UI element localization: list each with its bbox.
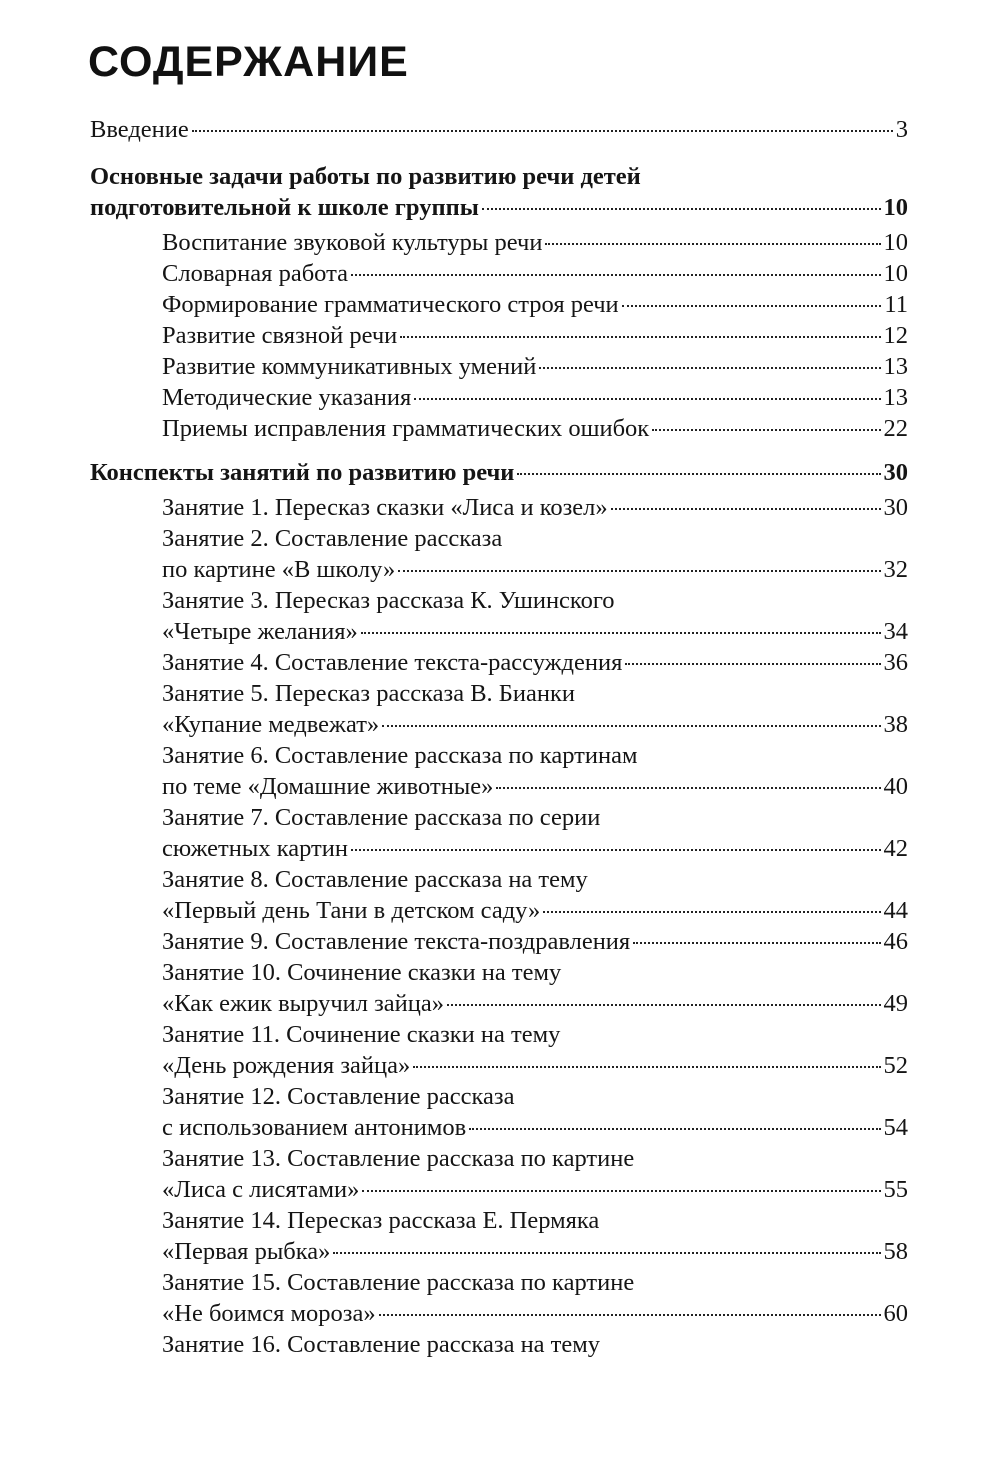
toc-entry-lesson[interactable] xyxy=(162,647,908,678)
toc-entry-lesson[interactable] xyxy=(162,678,908,740)
page-number: 55 xyxy=(883,1176,908,1203)
dot-leader xyxy=(517,473,880,475)
dot-leader xyxy=(192,130,893,132)
section-2-lessons xyxy=(90,492,908,1360)
entry-title-line1: Занятие 3. Пересказ рассказа К. Ушинского xyxy=(162,587,615,614)
dot-leader xyxy=(539,367,880,369)
dot-leader xyxy=(482,208,881,210)
page-number: 10 xyxy=(883,229,908,256)
entry-title: Приемы исправления грамматических ошибок xyxy=(162,415,650,442)
page-number: 30 xyxy=(883,459,908,486)
dot-leader xyxy=(543,911,880,913)
section-title-line1[interactable]: Основные задачи работы по развитию речи детей xyxy=(90,163,641,190)
dot-leader xyxy=(379,1314,881,1316)
toc-entry-lesson[interactable] xyxy=(162,492,908,523)
toc-section-2[interactable] xyxy=(90,457,908,488)
dot-leader xyxy=(625,663,880,665)
toc-entry-lesson[interactable] xyxy=(162,523,908,585)
entry-title-line2: по картине «В школу» xyxy=(162,556,396,583)
page-number: 13 xyxy=(883,353,908,380)
entry-title-line2-row xyxy=(162,554,908,585)
entry-title: Занятие 4. Составление текста-рассуждения xyxy=(162,649,623,676)
toc-entry[interactable] xyxy=(162,351,908,382)
entry-title-line2-row xyxy=(162,1112,908,1143)
entry-title-line1: Занятие 13. Составление рассказа по картине xyxy=(162,1145,635,1172)
dot-leader xyxy=(622,305,882,307)
dot-leader xyxy=(414,398,880,400)
entry-title-line2: с использованием антонимов xyxy=(162,1114,467,1141)
dot-leader xyxy=(400,336,880,338)
entry-title: Методические указания xyxy=(162,384,412,411)
toc-entry[interactable] xyxy=(162,227,908,258)
dot-leader xyxy=(362,1190,880,1192)
toc-entry-lesson[interactable] xyxy=(162,1143,908,1205)
entry-title-line1: Занятие 11. Сочинение сказки на тему xyxy=(162,1021,561,1048)
entry-title-line2: по теме «Домашние животные» xyxy=(162,773,494,800)
dot-leader xyxy=(633,942,880,944)
entry-title-line1: Занятие 7. Составление рассказа по серии xyxy=(162,804,601,831)
page-number: 42 xyxy=(883,835,908,862)
entry-title-line1: Занятие 8. Составление рассказа на тему xyxy=(162,866,588,893)
toc-entry[interactable] xyxy=(162,289,908,320)
entry-title-line2-row xyxy=(162,988,908,1019)
page-number: 52 xyxy=(883,1052,908,1079)
entry-title: Конспекты занятий по развитию речи xyxy=(90,459,515,486)
page-number: 36 xyxy=(883,649,908,676)
entry-title: подготовительной к школе группы xyxy=(90,194,479,221)
page-number: 38 xyxy=(883,711,908,738)
toc-entry-lesson[interactable] xyxy=(162,1019,908,1081)
entry-title: Занятие 1. Пересказ сказки «Лиса и козел» xyxy=(162,494,608,521)
page-number: 49 xyxy=(883,990,908,1017)
entry-title-line1: Занятие 16. Составление рассказа на тему xyxy=(162,1331,601,1358)
entry-title-line1: Занятие 12. Составление рассказа xyxy=(162,1083,515,1110)
dot-leader xyxy=(361,632,881,634)
dot-leader xyxy=(496,787,880,789)
dot-leader xyxy=(351,849,881,851)
entry-title-line2-row xyxy=(162,1298,908,1329)
toc-entry-lesson[interactable] xyxy=(162,957,908,1019)
entry-title-line2-row xyxy=(162,895,908,926)
toc-entry-lesson[interactable] xyxy=(162,1329,908,1360)
toc-entry-lesson[interactable] xyxy=(162,802,908,864)
page-number: 13 xyxy=(883,384,908,411)
page-title: СОДЕРЖАНИЕ xyxy=(88,38,409,86)
entry-title: Воспитание звуковой культуры речи xyxy=(162,229,543,256)
entry-title-line2: «Лиса с лисятами» xyxy=(162,1176,360,1203)
entry-title: Развитие связной речи xyxy=(162,322,398,349)
page-number: 54 xyxy=(883,1114,908,1141)
dot-leader xyxy=(398,570,880,572)
entry-title-line2: «Четыре желания» xyxy=(162,618,358,645)
page-number: 3 xyxy=(895,116,908,143)
entry-title-line1: Занятие 14. Пересказ рассказа Е. Пермяка xyxy=(162,1207,600,1234)
dot-leader xyxy=(413,1066,880,1068)
page-number: 12 xyxy=(883,322,908,349)
dot-leader xyxy=(545,243,880,245)
page-number: 34 xyxy=(883,618,908,645)
entry-title-line2-row xyxy=(162,1050,908,1081)
entry-title-line2: «Как ежик выручил зайца» xyxy=(162,990,445,1017)
toc-entry-lesson[interactable] xyxy=(162,1205,908,1267)
toc-entry-lesson[interactable] xyxy=(162,740,908,802)
page-number: 30 xyxy=(883,494,908,521)
toc-entry-intro[interactable] xyxy=(90,114,908,145)
toc-entry[interactable] xyxy=(162,320,908,351)
entry-title-line2-row xyxy=(162,709,908,740)
entry-title-line1: Занятие 6. Составление рассказа по картинам xyxy=(162,742,638,769)
toc-entry[interactable] xyxy=(162,258,908,289)
entry-title-line2-row xyxy=(162,1236,908,1267)
page-number: 10 xyxy=(883,260,908,287)
dot-leader xyxy=(469,1128,880,1130)
dot-leader xyxy=(382,725,880,727)
dot-leader xyxy=(652,429,880,431)
entry-title-line2: сюжетных картин xyxy=(162,835,348,862)
entry-title-line1: Занятие 2. Составление рассказа xyxy=(162,525,503,552)
page-number: 58 xyxy=(883,1238,908,1265)
entry-title: Развитие коммуникативных умений xyxy=(162,353,537,380)
page-number: 32 xyxy=(883,556,908,583)
entry-title: Словарная работа xyxy=(162,260,348,287)
section-title-line2[interactable] xyxy=(90,192,908,223)
page-number: 10 xyxy=(883,194,908,221)
section-1-items xyxy=(90,227,908,444)
page-number: 11 xyxy=(884,291,908,318)
page-number: 22 xyxy=(883,415,908,442)
entry-title-line2-row xyxy=(162,1174,908,1205)
entry-title-line2-row xyxy=(162,771,908,802)
toc-entry-lesson[interactable] xyxy=(162,926,908,957)
entry-title: Занятие 9. Составление текста-поздравления xyxy=(162,928,631,955)
page-number: 60 xyxy=(883,1300,908,1327)
toc-entry-lesson[interactable] xyxy=(162,864,908,926)
entry-title-line1: Занятие 15. Составление рассказа по картине xyxy=(162,1269,635,1296)
table-of-contents xyxy=(90,114,908,1360)
entry-title-line2: «Первый день Тани в детском саду» xyxy=(162,897,541,924)
entry-title-line2-row xyxy=(162,616,908,647)
toc-section-1 xyxy=(90,161,908,223)
entry-title-line2: «День рождения зайца» xyxy=(162,1052,411,1079)
entry-title: Формирование грамматического строя речи xyxy=(162,291,619,318)
dot-leader xyxy=(351,274,881,276)
entry-title-line2: «Купание медвежат» xyxy=(162,711,380,738)
toc-entry-lesson[interactable] xyxy=(162,1081,908,1143)
dot-leader xyxy=(333,1252,880,1254)
entry-title-line2-row xyxy=(162,833,908,864)
toc-entry-lesson[interactable] xyxy=(162,1267,908,1329)
page-number: 40 xyxy=(883,773,908,800)
entry-title-line1: Занятие 5. Пересказ рассказа В. Бианки xyxy=(162,680,575,707)
dot-leader xyxy=(611,508,881,510)
entry-title-line1: Занятие 10. Сочинение сказки на тему xyxy=(162,959,562,986)
entry-title-line2: «Не боимся мороза» xyxy=(162,1300,376,1327)
toc-entry[interactable] xyxy=(162,413,908,444)
page-number: 46 xyxy=(883,928,908,955)
toc-entry-lesson[interactable] xyxy=(162,585,908,647)
dot-leader xyxy=(447,1004,880,1006)
toc-entry[interactable] xyxy=(162,382,908,413)
entry-title-line2: «Первая рыбка» xyxy=(162,1238,331,1265)
entry-title: Введение xyxy=(90,116,189,143)
page-number: 44 xyxy=(883,897,908,924)
